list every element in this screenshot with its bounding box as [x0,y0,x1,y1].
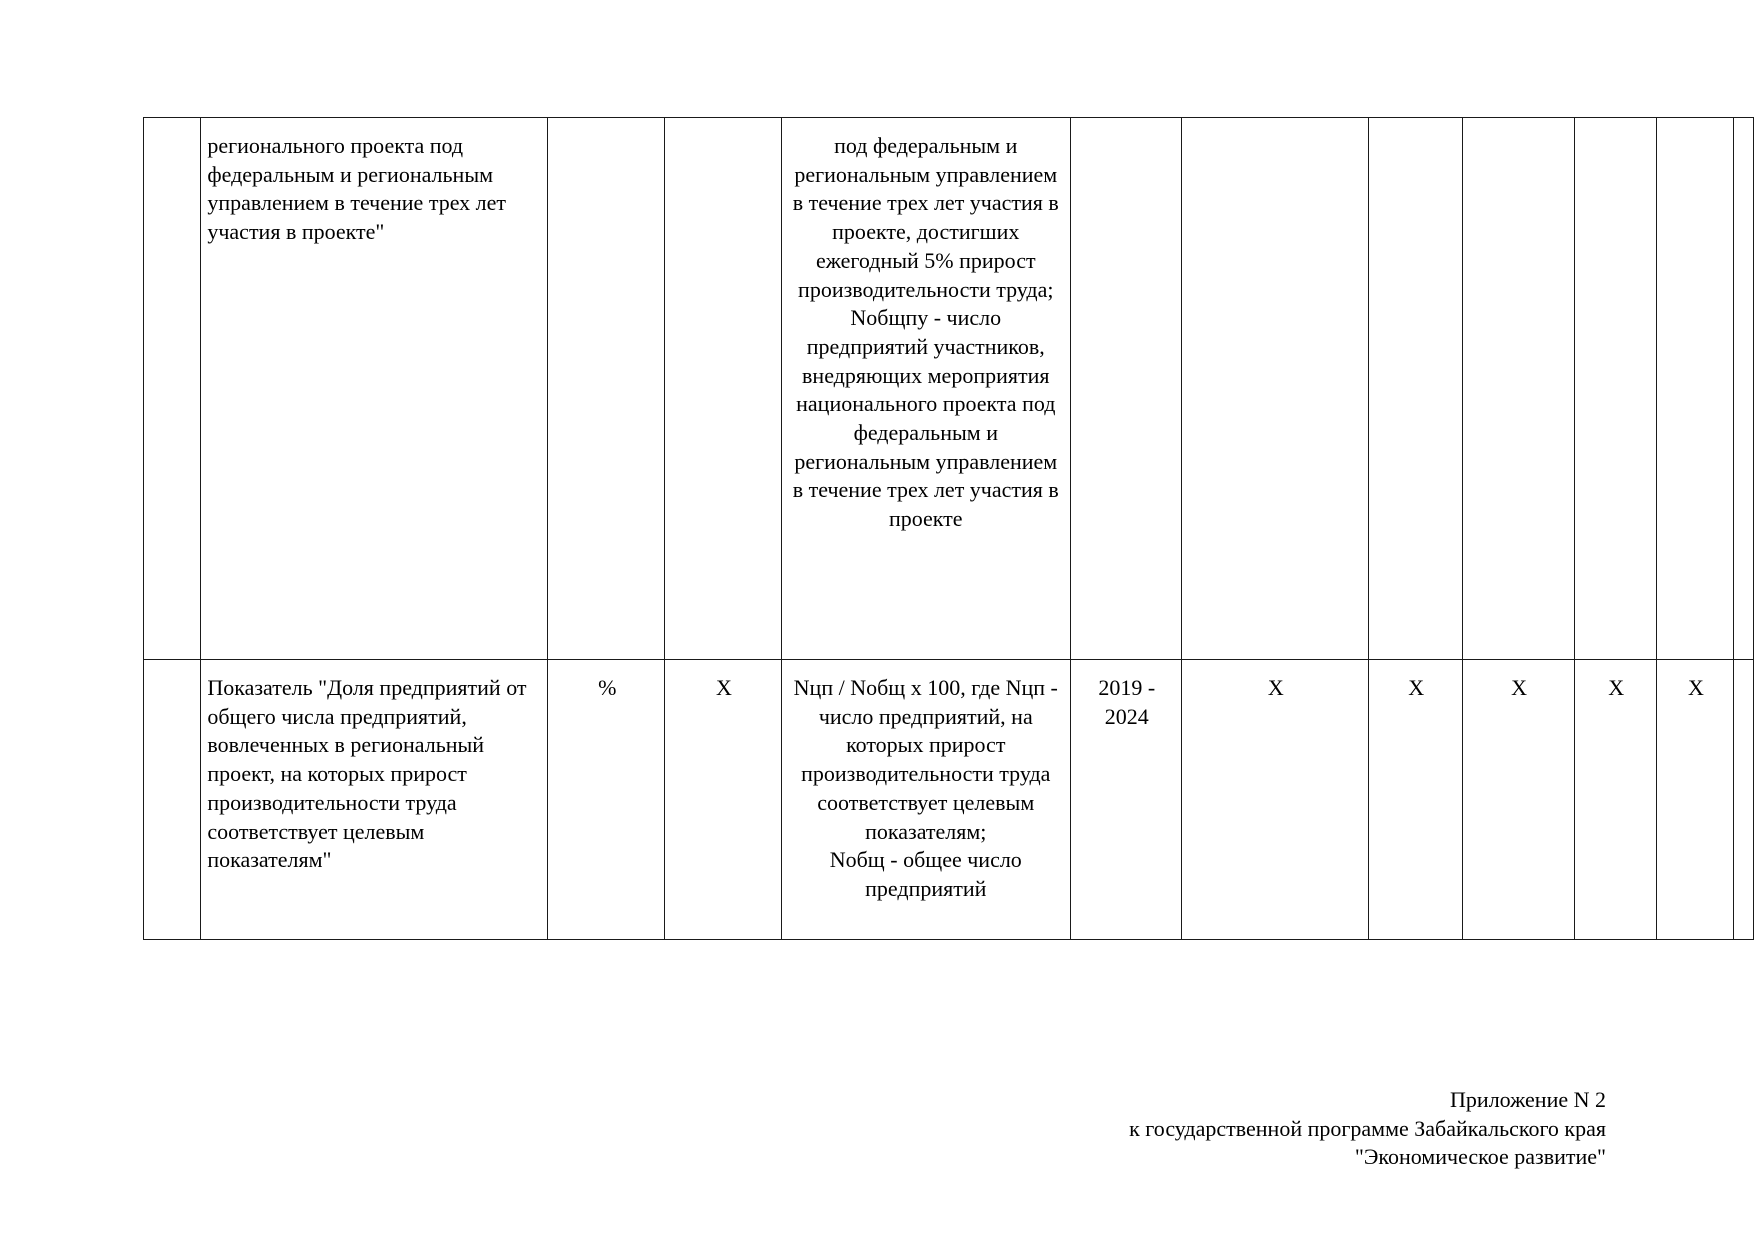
cell-value [1181,118,1368,660]
cell-value: X [1368,660,1462,940]
table-row [144,660,1754,940]
formula-line: под федеральным и региональным управлением в течение трех лет участия в проекте, достигших ежегодный 5% прирост производительности труда; [792,133,1059,302]
appendix-header [1129,1086,1606,1172]
cell-value [1462,118,1574,660]
cell-period: 2019 - 2024 [1070,660,1181,940]
cell-number [144,660,201,940]
table-row [144,118,1754,660]
cell-number [144,118,201,660]
formula-line: Nобщпу - число предприятий участников, внедряющих мероприятия национального проекта под федеральным и региональным управлением в течение трех лет участия в проекте [792,305,1059,532]
cell-basic-value [665,118,782,660]
cell-value: X [1656,660,1733,940]
appendix-program-title: "Экономическое развитие" [1354,1144,1606,1169]
indicators-table [143,117,1754,940]
cell-value: X [1462,660,1574,940]
cell-value [1734,118,1754,660]
cell-period [1070,118,1181,660]
cell-value: X [1181,660,1368,940]
cell-basic-value: X [665,660,782,940]
cell-formula [781,660,1070,940]
formula-line: Nцп / Nобщ x 100, где Nцп - число предприятий, на которых прирост производительности труда соответствует целевым показателям; [793,675,1058,844]
cell-formula [781,118,1070,660]
cell-value [1574,118,1656,660]
cell-unit [548,118,665,660]
cell-unit: % [548,660,665,940]
cell-value [1368,118,1462,660]
cell-indicator-name: регионального проекта под федеральным и региональным управлением в течение трех лет участия в проекте" [201,118,548,660]
appendix-program: к государственной программе Забайкальского края [1129,1115,1606,1141]
formula-line: Nобщ - общее число предприятий [829,847,1022,901]
appendix-number: Приложение N 2 [1450,1087,1606,1112]
cell-value [1734,660,1754,940]
cell-value [1656,118,1733,660]
cell-value: X [1574,660,1656,940]
cell-indicator-name: Показатель "Доля предприятий от общего числа предприятий, вовлеченных в региональный проект, на которых прирост производительности труда соответствует целевым показателям" [201,660,548,940]
